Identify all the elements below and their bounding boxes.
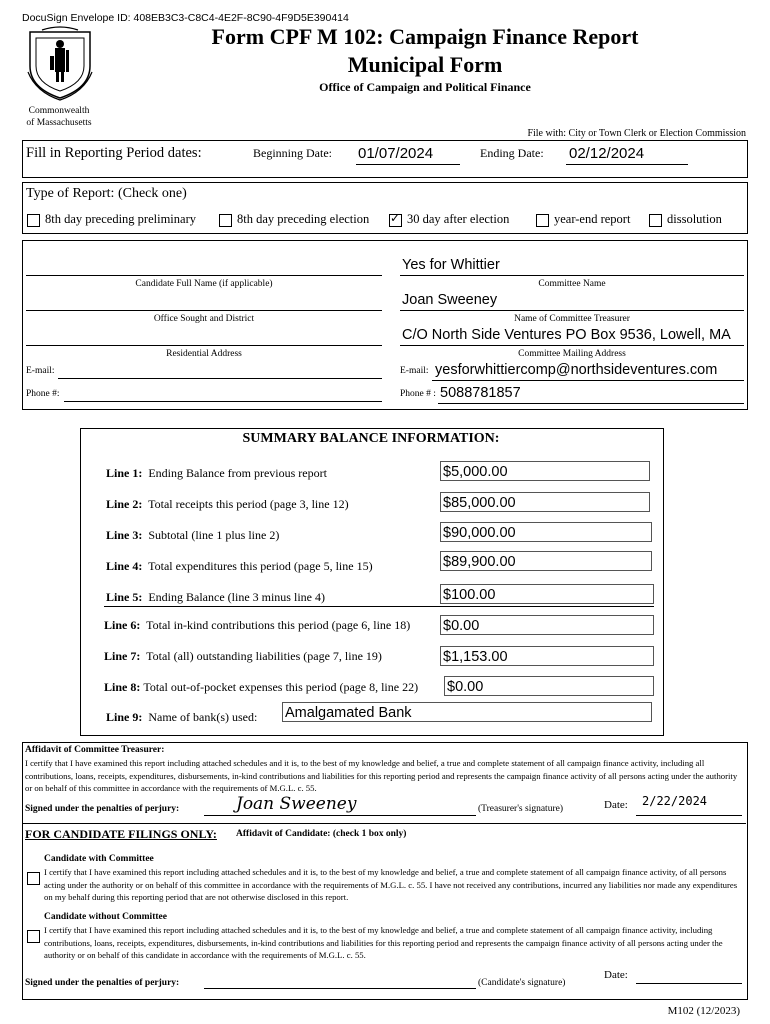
line-2-value-field[interactable]: $85,000.00 — [440, 492, 650, 512]
candidate-date-field[interactable] — [636, 983, 742, 984]
committee-name-label: Committee Name — [538, 279, 606, 289]
line-desc: Ending Balance (line 3 minus line 4) — [148, 590, 325, 604]
line-number: Line 6: — [104, 618, 141, 632]
seal-caption-line2: of Massachusetts — [26, 118, 92, 128]
line-desc: Total (all) outstanding liabilities (page 7, line 19) — [146, 649, 382, 663]
summary-line-2 — [106, 497, 349, 512]
candidate-signature-caption: (Candidate's signature) — [478, 978, 566, 988]
without-committee-title: Candidate without Committee — [44, 912, 167, 922]
committee-email-field[interactable]: yesforwhittiercomp@northsideventures.com — [435, 362, 718, 378]
candidate-name-field[interactable] — [26, 275, 382, 276]
treasurer-name-field[interactable]: Joan Sweeney — [402, 292, 498, 308]
treasurer-affidavit-text: I certify that I have examined this report including attached schedules and it is, to the best of my knowledge and belief, a true and complete statement of all campaign finance activity, including all contributions, loans, receipts, expenditures, disbursements, in-kind contributions and liabilities for this reporting period and represents the campaign finance activity of all persons acting under the authority or on behalf of this committee in accordance with the requirements of M.G.L. c. 55. — [25, 758, 738, 793]
summary-line-1 — [106, 466, 327, 481]
begin-date-field[interactable]: 01/07/2024 — [358, 145, 434, 162]
line-desc: Total in-kind contributions this period (page 6, line 18) — [146, 618, 411, 632]
option-year-end-report: year-end report — [554, 212, 631, 226]
without-committee-text: I certify that I have examined this report including attached schedules and it is, to the best of my knowledge and belief, a true and complete statement of all campaign finance activity, including contributions, loans, receipts, expenditures, disbursements, in-kind contributions and liabilities for this reporting period and represents the campaign finance activity of all persons acting under the authority or on behalf of this candidate in accordance with the requirements of M.G.L. c. 55. — [44, 925, 723, 960]
candidate-filings-heading: FOR CANDIDATE FILINGS ONLY: — [25, 827, 217, 841]
line-desc: Total expenditures this period (page 5, line 15) — [148, 559, 373, 573]
summary-line-3 — [106, 528, 279, 543]
line-1-value-field[interactable]: $5,000.00 — [440, 461, 650, 481]
summary-line-6 — [104, 618, 410, 633]
committee-address-label: Committee Mailing Address — [518, 349, 626, 359]
option-8th-day-election: 8th day preceding election — [237, 212, 370, 226]
checkbox-8th-day-preliminary[interactable] — [27, 214, 40, 227]
summary-line-9 — [106, 710, 257, 725]
candidate-signed-label: Signed under the penalties of perjury: — [25, 978, 180, 988]
treasurer-date-line — [636, 815, 742, 816]
candidate-email-label: E-mail: — [26, 366, 55, 376]
end-date-field[interactable]: 02/12/2024 — [569, 145, 645, 162]
checkbox-candidate-without-committee[interactable] — [27, 930, 40, 943]
committee-phone-field[interactable]: 5088781857 — [440, 385, 521, 401]
office-name: Office of Campaign and Political Finance — [319, 80, 531, 94]
line-6-value-field[interactable]: $0.00 — [440, 615, 654, 635]
treasurer-signature-line — [204, 815, 476, 816]
option-8th-day-preliminary: 8th day preceding preliminary — [45, 212, 196, 226]
report-type-heading: Type of Report: (Check one) — [26, 186, 187, 201]
checkbox-candidate-with-committee[interactable] — [27, 872, 40, 885]
checkbox-30-day-after-election[interactable] — [389, 214, 402, 227]
file-with-note: File with: City or Town Clerk or Election Commission — [527, 128, 746, 139]
checkbox-dissolution[interactable] — [649, 214, 662, 227]
line-number: Line 1: — [106, 466, 143, 480]
treasurer-affidavit-heading: Affidavit of Committee Treasurer: — [25, 745, 165, 755]
residential-address-field[interactable] — [26, 345, 382, 346]
begin-date-label: Beginning Date: — [253, 146, 332, 160]
treasurer-signature-caption: (Treasurer's signature) — [478, 804, 563, 814]
candidate-phone-label: Phone #: — [26, 389, 60, 399]
period-label: Fill in Reporting Period dates: — [26, 145, 202, 161]
summary-heading: SUMMARY BALANCE INFORMATION: — [242, 431, 500, 446]
treasurer-name-label: Name of Committee Treasurer — [514, 314, 630, 324]
candidate-phone-field[interactable] — [64, 401, 382, 402]
with-committee-text: I certify that I have examined this report including attached schedules and it is, to the best of my knowledge and belief, a true and complete statement of all campaign finance activity, of all persons acting under the authority or on behalf of this committee in accordance with the requirements of M.G.L. c. 55. I have not received any contributions, incurred any liabilities nor made any expenditures on my behalf during this reporting period that are not otherwise disclosed in this report. — [44, 867, 738, 902]
committee-address-field[interactable]: C/O North Side Ventures PO Box 9536, Lowell, MA — [402, 327, 731, 343]
with-committee-title: Candidate with Committee — [44, 854, 154, 864]
committee-phone-label: Phone # : — [400, 389, 436, 399]
committee-address-underline — [400, 345, 744, 346]
line-number: Line 3: — [106, 528, 143, 542]
line-7-value-field[interactable]: $1,153.00 — [440, 646, 654, 666]
office-sought-field[interactable] — [26, 310, 382, 311]
line-number: Line 7: — [104, 649, 141, 663]
residential-address-label: Residential Address — [166, 349, 242, 359]
line-number: Line 9: — [106, 710, 143, 724]
line-number: Line 5: — [106, 590, 143, 604]
info-box — [22, 240, 748, 410]
treasurer-date-label: Date: — [604, 799, 628, 811]
summary-line-8 — [104, 680, 418, 695]
committee-name-field[interactable]: Yes for Whittier — [402, 257, 500, 273]
envelope-id: DocuSign Envelope ID: 408EB3C3-C8C4-4E2F-8C90-4F9D5E390414 — [22, 12, 349, 24]
committee-phone-underline — [438, 403, 744, 404]
summary-line-5 — [106, 590, 325, 605]
option-dissolution: dissolution — [667, 212, 722, 226]
line-number: Line 8: — [104, 680, 141, 694]
end-date-label: Ending Date: — [480, 146, 544, 160]
bank-name-field[interactable]: Amalgamated Bank — [282, 702, 652, 722]
office-sought-label: Office Sought and District — [153, 314, 255, 324]
line-desc: Total out-of-pocket expenses this period (page 8, line 22) — [143, 680, 419, 694]
line-desc: Subtotal (line 1 plus line 2) — [148, 528, 280, 542]
line-5-rule — [104, 606, 654, 607]
summary-line-4 — [106, 559, 373, 574]
form-subtitle: Municipal Form — [347, 52, 503, 77]
candidate-name-label: Candidate Full Name (if applicable) — [135, 279, 273, 289]
candidate-email-field[interactable] — [58, 378, 382, 379]
treasurer-signed-label: Signed under the penalties of perjury: — [25, 804, 180, 814]
candidate-affidavit-subheading: Affidavit of Candidate: (check 1 box only) — [236, 829, 407, 839]
line-8-value-field[interactable]: $0.00 — [444, 676, 654, 696]
affidavit-divider — [22, 823, 746, 824]
summary-line-7 — [104, 649, 382, 664]
seal-caption-line1: Commonwealth — [28, 106, 90, 116]
line-number: Line 2: — [106, 497, 143, 511]
treasurer-date-field[interactable]: 2/22/2024 — [642, 794, 708, 808]
seal-caption — [26, 105, 92, 129]
form-version: M102 (12/2023) — [667, 1005, 740, 1017]
checkbox-year-end-report[interactable] — [536, 214, 549, 227]
treasurer-signature-field[interactable]: Joan Sweeney — [236, 794, 357, 814]
line-desc: Name of bank(s) used: — [148, 710, 258, 724]
begin-date-underline — [356, 164, 460, 165]
line-number: Line 4: — [106, 559, 143, 573]
option-30-day-after-election: 30 day after election — [407, 212, 510, 226]
line-3-value-field[interactable]: $90,000.00 — [440, 522, 652, 542]
form-title: Form CPF M 102: Campaign Finance Report — [211, 24, 639, 49]
checkbox-8th-day-election[interactable] — [219, 214, 232, 227]
end-date-underline — [566, 164, 688, 165]
candidate-date-label: Date: — [604, 969, 628, 981]
candidate-signature-field[interactable] — [204, 988, 476, 989]
line-desc: Ending Balance from previous report — [148, 466, 327, 480]
line-5-value-field[interactable]: $100.00 — [440, 584, 654, 604]
committee-email-label: E-mail: — [400, 366, 429, 376]
treasurer-name-underline — [400, 310, 744, 311]
line-desc: Total receipts this period (page 3, line 12) — [148, 497, 349, 511]
line-4-value-field[interactable]: $89,900.00 — [440, 551, 652, 571]
committee-email-underline — [432, 380, 744, 381]
committee-name-underline — [400, 275, 744, 276]
